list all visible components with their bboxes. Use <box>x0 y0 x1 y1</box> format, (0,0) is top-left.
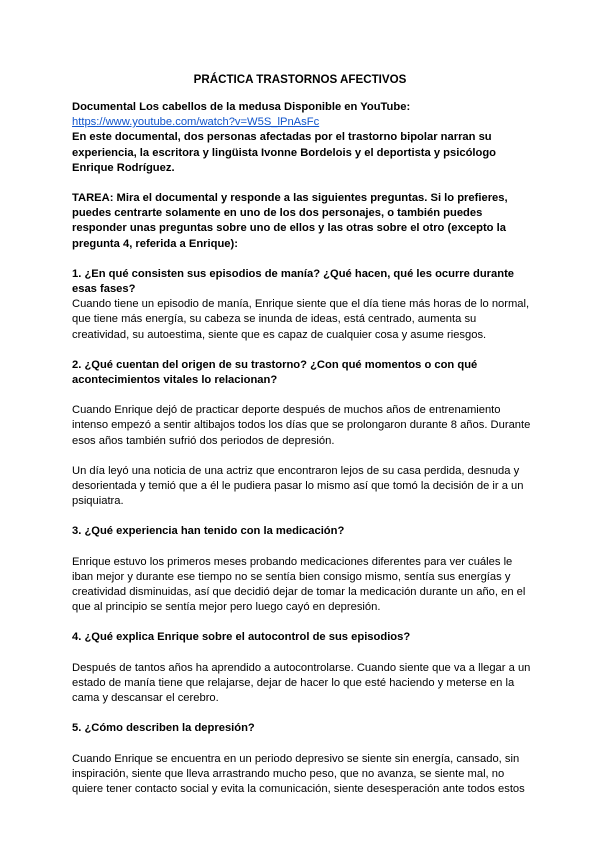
question-5: 5. ¿Cómo describen la depresión? <box>72 722 255 735</box>
answer-2-paragraph-2: Un día leyó una noticia de una actriz que encontraron lejos de su casa perdida, desnuda y desorientada y temió que a él le pudiera pasar lo mismo así que tomó la decisión de ir a un psiquiatra. <box>72 464 524 508</box>
question-2: 2. ¿Qué cuentan del origen de su trastorno? ¿Con qué momentos o con qué acontecimientos vitales lo relacionan? <box>72 358 478 387</box>
answer-4: Después de tantos años ha aprendido a autocontrolarse. Cuando siente que va a llegar a un estado de manía tiene que relajarse, dejar de hacer lo que esté haciendo y meterse en la cama y descansar el cerebro. <box>72 661 531 705</box>
question-3: 3. ¿Qué experiencia han tenido con la medicación? <box>72 525 345 538</box>
answer-3: Enrique estuvo los primeros meses probando medicaciones diferentes para ver cuáles le iban mejor y durante ese tiempo no se sentía bien consigo mismo, sentía sus energías y creatividad disminuidas, así que decidió dejar de tomar la medicación durante un año, en el que al principio se sentía mejor pero luego cayó en depresión. <box>72 555 526 614</box>
question-4: 4. ¿Qué explica Enrique sobre el autocontrol de sus episodios? <box>72 631 411 644</box>
question-1: 1. ¿En qué consisten sus episodios de manía? ¿Qué hacen, qué les ocurre durante esas fases? <box>72 267 515 296</box>
answer-5: Cuando Enrique se encuentra en un periodo depresivo se siente sin energía, cansado, sin inspiración, siente que lleva arrastrando mucho peso, que no avanza, se siente mal, no quiere tener contacto social y evita la comunicación, siente desesperación ante todos estos <box>72 752 525 795</box>
youtube-link[interactable]: https://www.youtube.com/watch?v=W5S_lPnAsFc <box>72 116 320 129</box>
answer-1: Cuando tiene un episodio de manía, Enrique siente que el día tiene más horas de lo normal, que tiene más energía, su cabeza se inunda de ideas, está centrado, aumenta su creatividad, su autoestima, siente que es capaz de cualquier cosa y asume riesgos. <box>72 298 530 341</box>
documentary-description: En este documental, dos personas afectadas por el trastorno bipolar narran su experiencia, la escritora y lingüista Ivonne Bordelois y el deportista y psicólogo Enrique Rodríguez. <box>72 131 497 174</box>
task-instructions: TAREA: Mira el documental y responde a las siguientes preguntas. Si lo prefieres, puedes centrarte solamente en uno de los dos personajes, o también puedes responder unas preguntas sobre uno de ellos y las otras sobre el otro (excepto la pregunta 4, referida a Enrique): <box>72 192 508 250</box>
documentary-line: Documental Los cabellos de la medusa Disponible en YouTube: <box>72 101 411 113</box>
page-title: PRÁCTICA TRASTORNOS AFECTIVOS <box>193 73 407 86</box>
answer-2-paragraph-1: Cuando Enrique dejó de practicar deporte después de muchos años de entrenamiento intenso empezó a sentir altibajos todos los días que se prolongaron durante 8 años. Durante esos años también sufrió dos periodos de depresión. <box>72 404 531 447</box>
document-body <box>72 100 534 797</box>
